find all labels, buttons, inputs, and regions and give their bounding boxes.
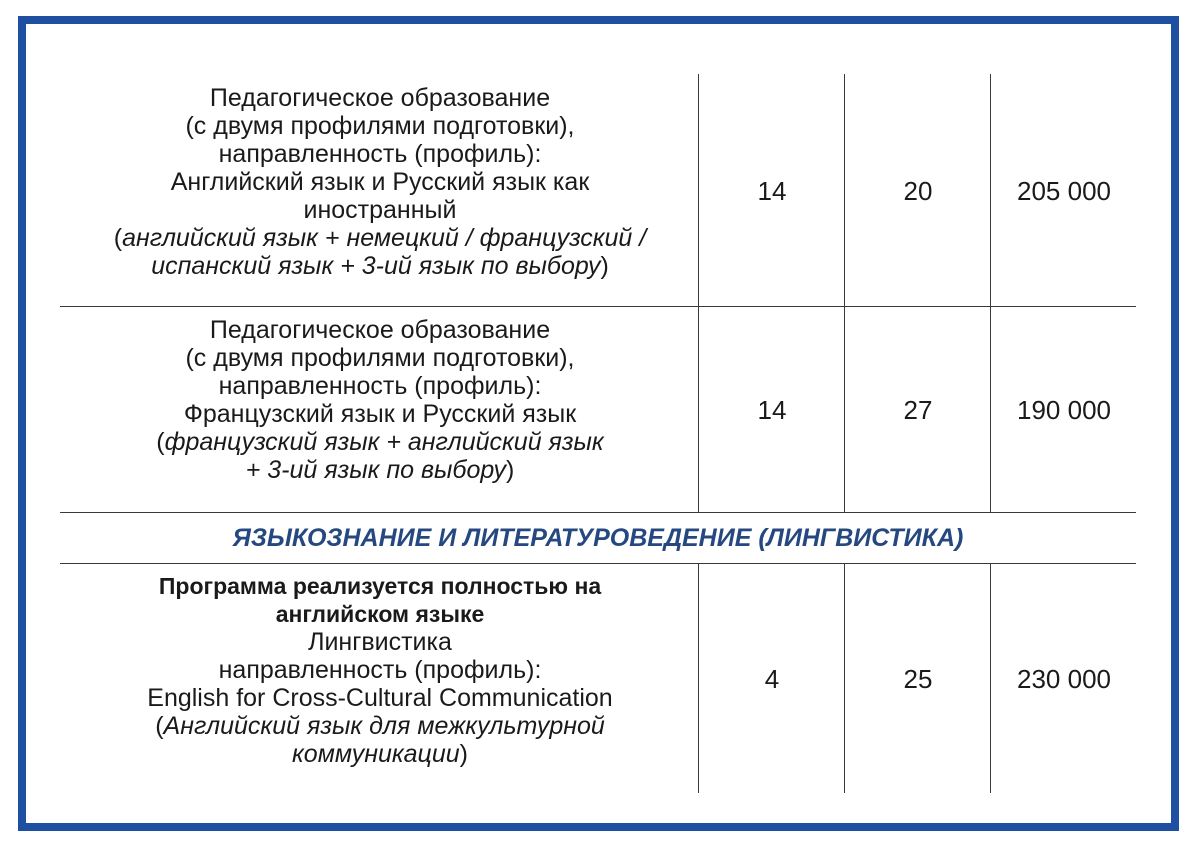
row-2-line-2: (с двумя профилями подготовки), [185, 344, 575, 372]
row-1-col-3-value: 205 000 [1017, 176, 1111, 206]
row-1-note-line-1: (английский язык + немецкий / французский / [113, 224, 647, 252]
row-1-note-line-2: испанский язык + 3-ий язык по выбору) [151, 252, 609, 280]
table-row-2-description [60, 316, 700, 484]
row-2-col-2-value: 27 [903, 395, 933, 425]
row-divider-3 [60, 563, 1136, 564]
row-2-line-1: Педагогическое образование [209, 316, 551, 344]
row-2-note-line-1: (французский язык + английский язык [156, 428, 604, 456]
row-3-col-1-value: 4 [764, 664, 780, 694]
row-2-line-4: Французский язык и Русский язык [183, 400, 577, 428]
row-1-line-5: иностранный [303, 196, 457, 224]
row-1-line-4: Английский язык и Русский язык как [170, 168, 590, 196]
row-2-col-3-value: 190 000 [1017, 395, 1111, 425]
row-3-note-line-2: коммуникации) [291, 740, 468, 768]
row-2-col-1-value: 14 [757, 395, 787, 425]
row-1-line-3: направленность (профиль): [218, 140, 542, 168]
column-divider-2 [844, 74, 845, 512]
column-divider-2-lower [844, 563, 845, 793]
row-3-bold-line-1: Программа реализуется полностью на [158, 573, 602, 599]
column-divider-3 [990, 74, 991, 512]
row-3-line-2: направленность (профиль): [218, 656, 542, 684]
row-3-col-3-value: 230 000 [1017, 664, 1111, 694]
row-2-line-3: направленность (профиль): [218, 372, 542, 400]
row-3-line-3: English for Cross-Cultural Communication [147, 684, 613, 712]
table-row-1-description [60, 84, 700, 280]
row-1-col-1-value: 14 [757, 176, 787, 206]
row-3-col-2-value: 25 [903, 664, 933, 694]
section-title: ЯЗЫКОЗНАНИЕ И ЛИТЕРАТУРОВЕДЕНИЕ (ЛИНГВИСТИКА) [232, 524, 964, 552]
row-2-note-line-2: + 3-ий язык по выбору) [245, 456, 515, 484]
row-1-line-1: Педагогическое образование [209, 84, 551, 112]
row-1-line-2: (с двумя профилями подготовки), [185, 112, 575, 140]
row-3-line-1: Лингвистика [308, 628, 452, 656]
row-3-note-line-1: (Английский язык для межкультурной [155, 712, 605, 740]
table-row-3-description [60, 572, 700, 768]
row-divider-2 [60, 512, 1136, 513]
column-divider-3-lower [990, 563, 991, 793]
row-divider-1 [60, 306, 1136, 307]
row-1-col-2-value: 20 [903, 176, 933, 206]
row-3-bold-line-2: английском языке [275, 601, 485, 627]
